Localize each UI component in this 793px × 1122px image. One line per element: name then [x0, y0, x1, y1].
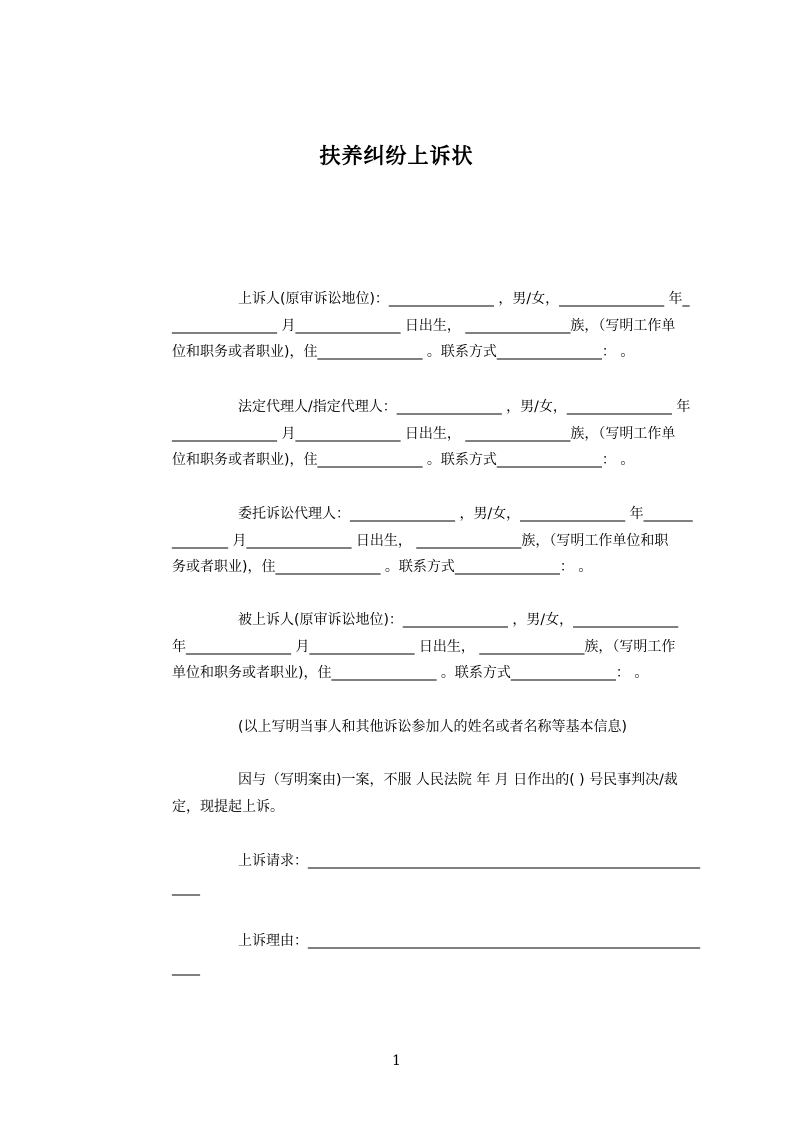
legal-agent-line-1: 法定代理人/指定代理人：_______________ ，男/女，_______________ 年: [238, 399, 691, 415]
note-section: [106, 714, 702, 741]
appeal-request-section: [106, 848, 702, 901]
appellee-line-1: 被上诉人(原审诉讼地位)：_______________ ，男/女，_______________: [238, 612, 679, 628]
cause-section: [106, 767, 702, 820]
appellant-section: [106, 286, 702, 366]
appellee-section: [106, 607, 702, 687]
entrusted-agent-section: [106, 501, 702, 581]
appellant-line-3: 位和职务或者职业)，住_______________ 。联系方式_______________： 。: [172, 344, 635, 360]
legal-agent-line-3: 位和职务或者职业)，住_______________ 。联系方式_______________： 。: [172, 452, 635, 468]
appellee-line-3: 单位和职务或者职业)，住_______________ 。联系方式_______________： 。: [172, 665, 649, 681]
cause-line-2: 定，现提起上诉。: [172, 798, 284, 815]
document-title: 扶养纠纷上诉状: [319, 144, 474, 168]
appeal-reason-line-2: ____: [172, 959, 200, 976]
legal-agent-section: [106, 394, 702, 474]
appeal-reason-section: [106, 928, 702, 981]
entrusted-agent-line-2: ________ 月_______________ 日出生， _______________族，（写明工作单位和职: [172, 532, 669, 549]
appeal-reason-line-1: 上诉理由：________________________________________________________: [238, 933, 700, 949]
appellee-line-2: 年_______________ 月_______________ 日出生， _______________族，（写明工作: [172, 638, 676, 655]
appeal-request-line-2: ____: [172, 879, 200, 896]
entrusted-agent-line-1: 委托诉讼代理人：_______________ ，男/女，_______________ 年_______: [238, 506, 693, 522]
legal-agent-line-2: _______________ 月_______________ 日出生， _______________族，（写明工作单: [172, 425, 676, 442]
entrusted-agent-line-3: 务或者职业)，住_______________ 。联系方式_______________： 。: [172, 559, 593, 575]
party-info-note: (以上写明当事人和其他诉讼参加人的姓名或者名称等基本信息): [238, 719, 627, 735]
cause-line-1: 因与（写明案由)一案，不服 人民法院 年 月 日作出的( ) 号民事判决/裁: [238, 772, 678, 788]
appellant-line-1: 上诉人(原审诉讼地位)：_______________ ，男/女，_______________ 年_: [238, 291, 690, 307]
appellant-line-2: _______________ 月_______________ 日出生， _______________族，（写明工作单: [172, 317, 676, 334]
page-number: 1: [392, 1053, 401, 1069]
appeal-request-line-1: 上诉请求：________________________________________________________: [238, 853, 700, 869]
